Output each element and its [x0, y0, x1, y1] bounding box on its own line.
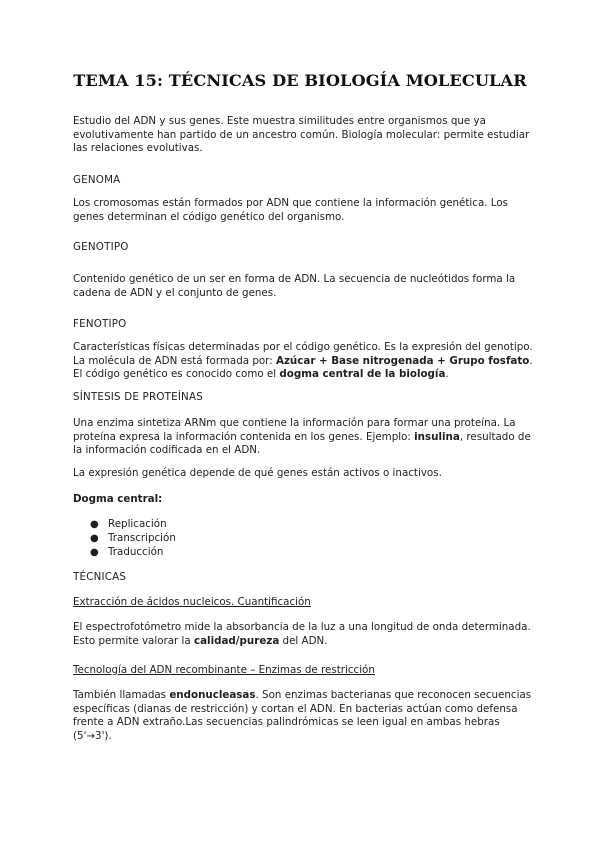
fenotipo-bold-1: Azúcar + Base nitrogenada + Grupo fosfato: [275, 354, 530, 367]
subheading-recombinante: Tecnología del ADN recombinante – Enzimas de restricción: [73, 664, 375, 676]
extraccion-text-2: del ADN.: [279, 634, 328, 647]
page-title: TEMA 15: TÉCNICAS DE BIOLOGÍA MOLECULAR: [73, 71, 527, 90]
fenotipo-text-2: . El código genético es conocido como el: [73, 354, 533, 381]
fenotipo-text-3: .: [445, 368, 449, 381]
subheading-extraccion: Extracción de ácidos nucleicos. Cuantificación: [73, 596, 311, 608]
extraccion-bold-1: calidad/pureza: [194, 634, 280, 647]
fenotipo-bold-2: dogma central de la biología: [279, 368, 446, 381]
sintesis-text-1: Una enzima sintetiza ARNm que contiene la información para formar una proteína. La proteína expresa la información contenida en los genes. Ejemplo:: [73, 417, 516, 443]
list-item: [90, 546, 550, 560]
heading-tecnicas: TÉCNICAS: [73, 571, 127, 583]
list-item-label: Transcripción: [108, 532, 176, 544]
bullet-icon: ●: [90, 533, 99, 544]
intro-paragraph: Estudio del ADN y sus genes. Este muestra similitudes entre organismos que ya evolutivamente han partido de un ancestro común. Biología molecular: permite estudiar las relaciones evolutivas.: [73, 115, 530, 155]
list-item: [90, 532, 550, 546]
fenotipo-paragraph: [73, 341, 533, 382]
sintesis-bold-1: insulina: [414, 430, 460, 443]
list-item-label: Replicación: [108, 518, 167, 530]
heading-fenotipo: FENOTIPO: [73, 318, 127, 330]
bullet-icon: ●: [90, 519, 99, 530]
bullet-icon: ●: [90, 547, 99, 558]
recombinante-text-2: . Son enzimas bacterianas que reconocen secuencias específicas (dianas de restricción) y cortan el ADN. En bacterias actúan como defensa frente a ADN extraño.Las secuencias palindrómicas se leen igual en ambas hebras (5'→3').: [73, 689, 532, 742]
extraccion-text-1: El espectrofotómetro mide la absorbancia de la luz a una longitud de onda determinada. Esto permite valorar la: [73, 621, 531, 647]
recombinante-paragraph: [73, 689, 533, 743]
heading-sintesis: SÍNTESIS DE PROTEÍNAS: [73, 391, 203, 403]
dogma-label-text: Dogma central:: [73, 493, 163, 505]
list-item-label: Traducción: [108, 546, 164, 558]
expresion-paragraph: La expresión genética depende de qué genes están activos o inactivos.: [73, 467, 442, 479]
fenotipo-text-1: Características físicas determinadas por el código genético. Es la expresión del genotipo. La molécula de ADN está formada por:: [73, 341, 533, 367]
list-item: [90, 518, 550, 532]
sintesis-paragraph: [73, 417, 533, 458]
sintesis-text-2: , resultado de la información codificada en el ADN.: [73, 430, 531, 457]
extraccion-paragraph: [73, 621, 533, 648]
recombinante-text-1: También llamadas: [73, 689, 170, 701]
genotipo-paragraph: Contenido genético de un ser en forma de ADN. La secuencia de nucleótidos forma la cadena de ADN y el conjunto de genes.: [73, 273, 516, 299]
genoma-paragraph: Los cromosomas están formados por ADN que contiene la información genética. Los genes determinan el código genético del organismo.: [73, 197, 509, 223]
recombinante-bold-1: endonucleasas: [169, 689, 256, 701]
dogma-label: [73, 493, 533, 507]
heading-genoma: GENOMA: [73, 174, 121, 186]
heading-genotipo: GENOTIPO: [73, 241, 129, 253]
